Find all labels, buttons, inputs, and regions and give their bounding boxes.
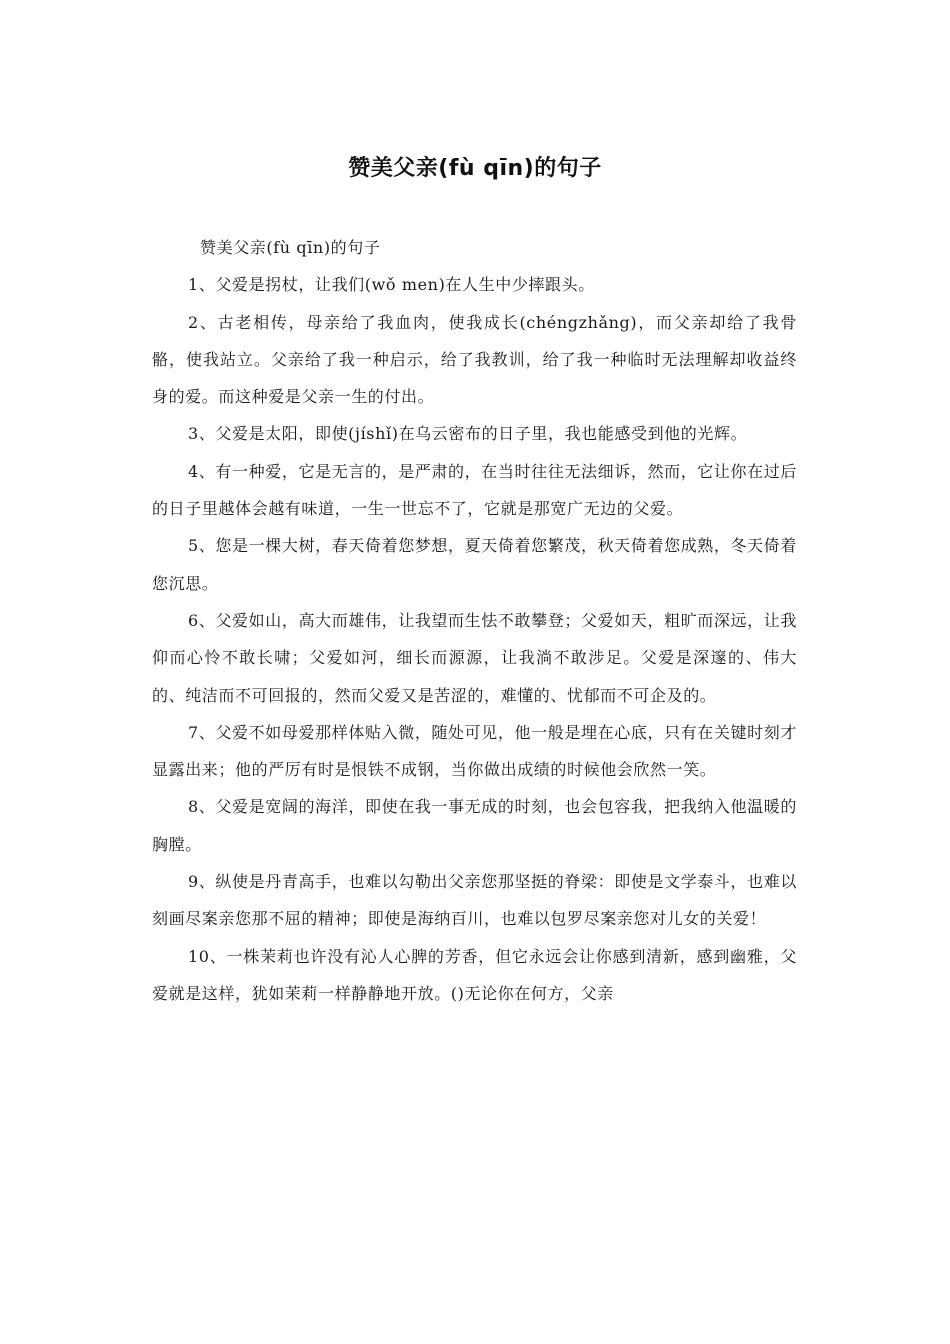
document-title: 赞美父亲(fù qīn)的句子 (348, 156, 602, 181)
paragraph-10: 10、一株茉莉也许没有沁人心脾的芳香，但它永远会让你感到清新，感到幽雅，父爱就是这样，犹如茉莉一样静静地开放。()无论你在何方，父亲 (152, 946, 797, 1003)
body-subtitle: 赞美父亲(fù qīn)的句子 (200, 238, 381, 257)
paragraph-7: 7、父爱不如母爱那样体贴入微，随处可见，他一般是埋在心底，只有在关键时刻才显露出来；他的严厉有时是恨铁不成钢，当你做出成绩的时候他会欣然一笑。 (152, 722, 797, 780)
paragraph-2: 2、古老相传，母亲给了我血肉，使我成长(chéngzhǎng)，而父亲却给了我骨骼，使我站立。父亲给了我一种启示，给了我教训，给了我一种临时无法理解却收益终身的爱。而这种爱是父亲一生的付出。 (152, 312, 797, 407)
document-body (152, 229, 797, 1012)
paragraph-3: 3、父爱是太阳，即使(jíshǐ)在乌云密布的日子里，我也能感受到他的光辉。 (188, 424, 748, 444)
paragraph-9: 9、纵使是丹青高手，也难以勾勒出父亲您那坚挺的脊梁：即使是文学泰斗，也难以刻画尽案亲您那不屈的精神；即使是海纳百川，也难以包罗尽案亲您对儿女的关爱！ (152, 872, 797, 929)
paragraph-6: 6、父爱如山，高大而雄伟，让我望而生怯不敢攀登；父爱如天，粗旷而深远，让我仰而心怜不敢长啸；父爱如河，细长而源源，让我淌不敢涉足。父爱是深邃的、伟大的、纯洁而不可回报的，然而父爱又是苦涩的，难懂的、忧郁而不可企及的。 (152, 610, 797, 705)
paragraph-4: 4、有一种爱，它是无言的，是严肃的，在当时往往无法细诉，然而，它让你在过后的日子里越体会越有味道，一生一世忘不了，它就是那宽广无边的父爱。 (152, 461, 797, 519)
paragraph-1: 1、父爱是拐杖，让我们(wǒ men)在人生中少摔跟头。 (188, 275, 595, 295)
paragraph-8: 8、父爱是宽阔的海洋，即使在我一事无成的时刻，也会包容我，把我纳入他温暖的胸膛。 (152, 797, 797, 854)
paragraph-5: 5、您是一棵大树，春天倚着您梦想，夏天倚着您繁茂，秋天倚着您成熟，冬天倚着您沉思。 (152, 536, 797, 593)
